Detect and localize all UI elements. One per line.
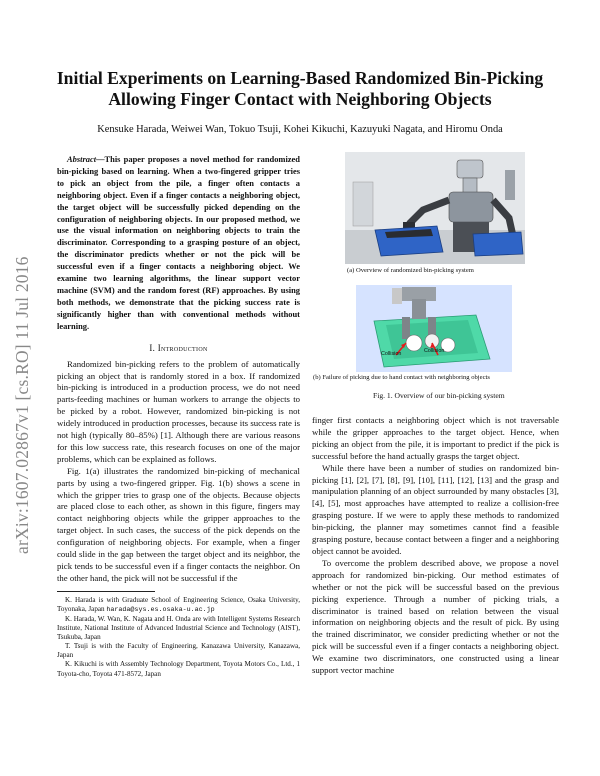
figure-1a-caption: (a) Overview of randomized bin-picking system	[347, 267, 474, 274]
paragraph: finger first contacts a neighboring object which is not traversable while the gripper approaches to the target object. Hence, when picking an object from the pile, it is important to predict if the pick is successful before the hand actually grasps the target object.	[312, 415, 559, 461]
abstract-text: —This paper proposes a novel method for randomized bin-picking based on learning. When a two-fingered gripper tries to pick an object from the pile, a finger often contacts a neighboring object. Even if a finger contacts a neighboring object, the target object will be successfully picked depending on the configuration of neighboring objects. In our proposed method, we use the visual information on neighboring objects to train the discriminator. Corresponding to a grasping posture of an object, the discriminator predicts whether or not the pick will be successful even if a finger contacts a neighboring object. We examine two learning algorithms, the linear support vector machine (SVM) and the random forest (RF) approaches. By using both methods, we demonstrate that the picking success rate is significantly higher than with conventional methods without learning.	[57, 154, 300, 331]
footnote: K. Kikuchi is with Assembly Technology Department, Toyota Motors Co., Ltd., 1 Toyota-cho, Toyota 471-8572, Japan	[57, 660, 300, 678]
robot-photo-illustration	[345, 152, 525, 264]
figure-1-caption: Fig. 1. Overview of our bin-picking system	[373, 391, 505, 400]
section-heading-text: I. Introduction	[149, 342, 208, 353]
arxiv-stamp: arXiv:1607.02867v1 [cs.RO] 11 Jul 2016	[12, 256, 32, 554]
footnote-email: harada@sys.es.osaka-u.ac.jp	[106, 605, 215, 614]
abstract-label: Abstract	[67, 154, 97, 164]
figure-1b-caption: (b) Failure of picking due to hand contact with neighboring objects	[313, 374, 490, 381]
abstract	[57, 154, 300, 333]
right-column	[312, 415, 559, 677]
figure-1a-photo	[345, 152, 525, 264]
footnote-rule	[57, 591, 155, 592]
paper-title	[40, 68, 560, 110]
footnote-text: K. Harada is with Graduate School of Engineering Science, Osaka University, Toyonaka, Japan	[57, 595, 300, 613]
paragraph: To overcome the problem described above, we propose a novel approach for randomized bin-picking. Our method estimates of whether or not the pick will be successful based on the previous picking experience. Through a number of picking trials, a discriminator is trained based on relation between the visual information on neighboring objects and the result of pick. By using the trained discriminator, we consider predicting whether or not the pick will be successful even if a finger contacts a neighboring object. We examine two discriminators, one constructed using a linear support vector machine	[312, 557, 559, 676]
paragraph: Fig. 1(a) illustrates the randomized bin-picking of mechanical parts by using a two-fingered gripper. Fig. 1(b) shows a scene in which the gripper tries to grasp one of the objects. Because objects are placed close to each other, as shown in this figure, fingers may contact neighboring objects while the gripper approaches to the target object. In such cases, the success of the pick depends on the configuration of neighboring objects. For example, when a finger could slide in the gap between the target object and its neighbor, the pick tends to be successful even if a finger contacts the neighbor. On the other hand, the pick will not be successful if the	[57, 465, 300, 583]
paragraph: While there have been a number of studies on randomized bin-picking [1], [2], [7], [8], [9], [10], [11], [12], [13] and the grasp and manipulation planning of an object surrounded by many obstacles [3], [4], [5], most approaches have attempted to realize a collision-free grasping posture. If we were to apply these methods to randomized bin-picking, the planner may sometimes cannot find a feasible grasping posture, because contact between a finger and a neighboring object cannot be avoided.	[312, 462, 559, 556]
left-column	[57, 154, 300, 679]
simulation-render-illustration	[356, 285, 512, 372]
section-heading	[57, 343, 300, 353]
title-line-1: Initial Experiments on Learning-Based Randomized Bin-Picking	[56, 68, 544, 88]
figure-1b-render	[356, 285, 512, 372]
author-list: Kensuke Harada, Weiwei Wan, Tokuo Tsuji, Kohei Kikuchi, Kazuyuki Nagata, and Hiromu Onda	[97, 124, 503, 135]
paragraph: Randomized bin-picking refers to the problem of automatically picking an object that is randomly stored in a box. If randomized bin-picking is introduced in a production process, we do not need parts-feeding machines or human workers to arrange the objects to be picked by a robot. However, randomized bin-picking is not widely introduced in production processes, because its success rate is not high (typically 80–85%) [1]. Although there are various reasons for this low success rate, this research focuses on one of the major problems, which can be explained as follows.	[57, 358, 300, 464]
title-line-2: Allowing Finger Contact with Neighboring Objects	[108, 89, 492, 109]
collision-label-left: Collision	[381, 351, 402, 357]
footnote	[57, 596, 300, 615]
collision-label-right: Collision	[424, 348, 445, 354]
footnote: K. Harada, W. Wan, K. Nagata and H. Onda are with Intelligent Systems Research Institute, National Institute of Advanced Industrial Science and Technology (AIST), Tsukuba, Japan	[57, 615, 300, 642]
footnote: T. Tsuji is with the Faculty of Engineering, Kanazawa University, Kanazawa, Japan	[57, 642, 300, 660]
